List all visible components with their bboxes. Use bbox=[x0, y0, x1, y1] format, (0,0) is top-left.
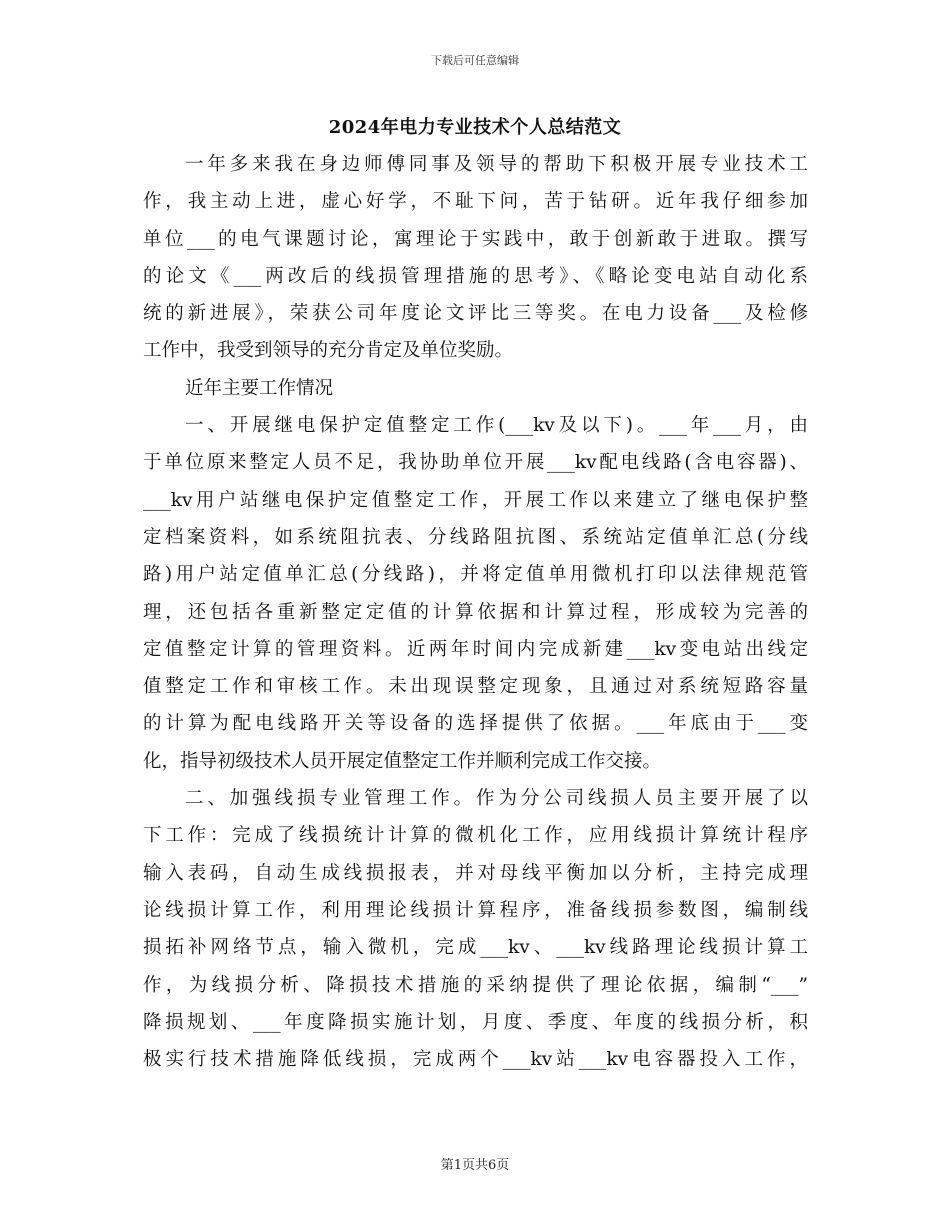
body-text-line: 定档案资料，如系统阻抗表、分线路阻抗图、系统站定值单汇总(分线 bbox=[143, 526, 808, 548]
body-text-line: 一年多来我在身边师傅同事及领导的帮助下积极开展专业技术工 bbox=[185, 154, 808, 175]
page-header-note: 下载后可任意编辑 bbox=[431, 54, 519, 67]
body-text-line: 路)用户站定值单汇总(分线路)，并将定值单用微机打印以法律规范管 bbox=[143, 564, 808, 586]
body-text-line: 下工作：完成了线损统计计算的微机化工作，应用线损计算统计程序 bbox=[143, 825, 808, 847]
body-text-line: 极实行技术措施降低线损，完成两个___kv站___kv电容器投入工作， bbox=[143, 1049, 808, 1071]
body-text-line: 损拓补网络节点，输入微机，完成___kv、___kv线路理论线损计算工 bbox=[143, 937, 808, 959]
body-text-line: 二、加强线损专业管理工作。作为分公司线损人员主要开展了以 bbox=[185, 788, 808, 810]
body-text-line: 输入表码，自动生成线损报表，并对母线平衡加以分析，主持完成理 bbox=[143, 862, 808, 884]
body-text-line: 定值整定计算的管理资料。近两年时间内完成新建___kv变电站出线定 bbox=[143, 638, 808, 660]
body-text-line: 理，还包括各重新整定定值的计算依据和计算过程，形成较为完善的 bbox=[143, 601, 808, 623]
body-text-line: ___kv用户站继电保护定值整定工作，开展工作以来建立了继电保护整 bbox=[143, 489, 808, 511]
document-body bbox=[143, 146, 808, 1078]
body-text-line: 近年主要工作情况 bbox=[185, 377, 334, 399]
document-title: 2024年电力专业技术个人总结范文 bbox=[328, 117, 622, 138]
body-text-line: 化，指导初级技术人员开展定值整定工作并顺利完成工作交接。 bbox=[143, 750, 662, 772]
body-text-line: 的论文《___两改后的线损管理措施的思考》、《略论变电站自动化系 bbox=[143, 265, 808, 287]
page-number: 第1页共6页 bbox=[440, 1158, 510, 1173]
body-text-line: 一、开展继电保护定值整定工作(___kv及以下)。___年___月，由 bbox=[185, 415, 808, 437]
body-text-line: 于单位原来整定人员不足，我协助单位开展___kv配电线路(含电容器)、 bbox=[143, 452, 808, 474]
body-text-line: 降损规划、___年度降损实施计划，月度、季度、年度的线损分析，积 bbox=[143, 1011, 808, 1033]
body-text-line: 统的新进展》，荣获公司年度论文评比三等奖。在电力设备___及检修 bbox=[143, 303, 808, 325]
body-text-line: 作，为线损分析、降损技术措施的采纳提供了理论依据，编制“___” bbox=[143, 974, 808, 996]
body-text-line: 值整定工作和审核工作。未出现误整定现象，且通过对系统短路容量 bbox=[143, 676, 808, 698]
body-text-line: 单位___的电气课题讨论，寓理论于实践中，敢于创新敢于进取。撰写 bbox=[143, 228, 808, 250]
body-text-line: 作，我主动上进，虚心好学，不耻下问，苦于钻研。近年我仔细参加 bbox=[143, 191, 808, 213]
body-text-line: 工作中，我受到领导的充分肯定及单位奖励。 bbox=[143, 340, 514, 362]
body-text-line: 的计算为配电线路开关等设备的选择提供了依据。___年底由于___变 bbox=[143, 713, 808, 735]
body-text-line: 论线损计算工作，利用理论线损计算程序，准备线损参数图，编制线 bbox=[143, 899, 808, 921]
